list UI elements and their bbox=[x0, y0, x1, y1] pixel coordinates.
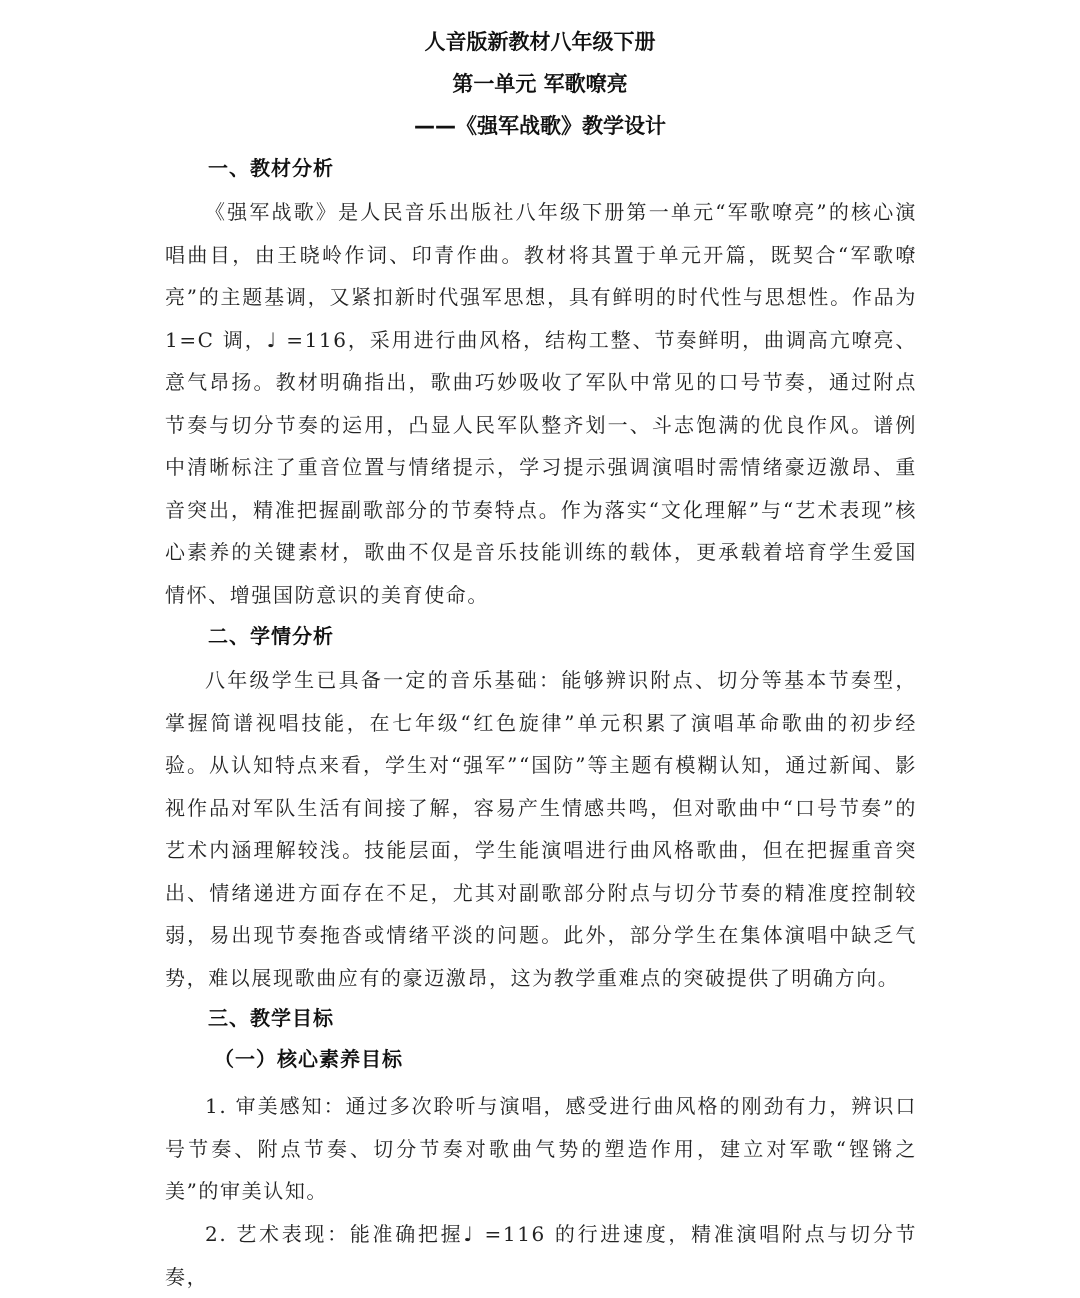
goal-item-aesthetic-perception: 1. 审美感知：通过多次聆听与演唱，感受进行曲风格的刚劲有力，辨识口号节奏、附点节奏、切分节奏对歌曲气势的塑造作用，建立对军歌“铿锵之美”的审美认知。 bbox=[165, 1094, 917, 1203]
section-heading-learner-analysis: 二、学情分析 bbox=[208, 624, 334, 648]
paragraph-textbook-analysis: 《强军战歌》是人民音乐出版社八年级下册第一单元“军歌嘹亮”的核心演唱曲目，由王晓岭作词、印青作曲。教材将其置于单元开篇，既契合“军歌嘹亮”的主题基调，又紧扣新时代强军思想，具有鲜明的时代性与思想性。作品为 1=C 调，♩ =116，采用进行曲风格，结构工整、节奏鲜明，曲调高亢嘹亮、意气昂扬。教材明确指出，歌曲巧妙吸收了军队中常见的口号节奏，通过附点节奏与切分节奏的运用，凸显人民军队整齐划一、斗志饱满的优良作风。谱例中清晰标注了重音位置与情绪提示，学习提示强调演唱时需情绪豪迈激昂、重音突出，精准把握副歌部分的节奏特点。作为落实“文化理解”与“艺术表现”核心素养的关键素材，歌曲不仅是音乐技能训练的载体，更承载着培育学生爱国情怀、增强国防意识的美育使命。 bbox=[165, 200, 917, 607]
document-title: 人音版新教材八年级下册 bbox=[424, 30, 656, 54]
lesson-subtitle: ——《强军战歌》教学设计 bbox=[414, 114, 666, 138]
paragraph-learner-analysis: 八年级学生已具备一定的音乐基础：能够辨识附点、切分等基本节奏型，掌握简谱视唱技能，在七年级“红色旋律”单元积累了演唱革命歌曲的初步经验。从认知特点来看，学生对“强军”“国防”等主题有模糊认知，通过新闻、影视作品对军队生活有间接了解，容易产生情感共鸣，但对歌曲中“口号节奏”的艺术内涵理解较浅。技能层面，学生能演唱进行曲风格歌曲，但在把握重音突出、情绪递进方面存在不足，尤其对副歌部分附点与切分节奏的精准度控制较弱，易出现节奏拖沓或情绪平淡的问题。此外，部分学生在集体演唱中缺乏气势，难以展现歌曲应有的豪迈激昂，这为教学重难点的突破提供了明确方向。 bbox=[165, 668, 917, 990]
section-heading-teaching-goals: 三、教学目标 bbox=[208, 1006, 334, 1030]
goal-item-artistic-expression: 2. 艺术表现：能准确把握♩ =116 的行进速度，精准演唱附点与切分节奏， bbox=[165, 1222, 917, 1289]
section-heading-textbook-analysis: 一、教材分析 bbox=[208, 156, 334, 180]
unit-title: 第一单元 军歌嘹亮 bbox=[452, 72, 628, 96]
subheading-core-literacy-goals: （一）核心素养目标 bbox=[214, 1047, 403, 1071]
